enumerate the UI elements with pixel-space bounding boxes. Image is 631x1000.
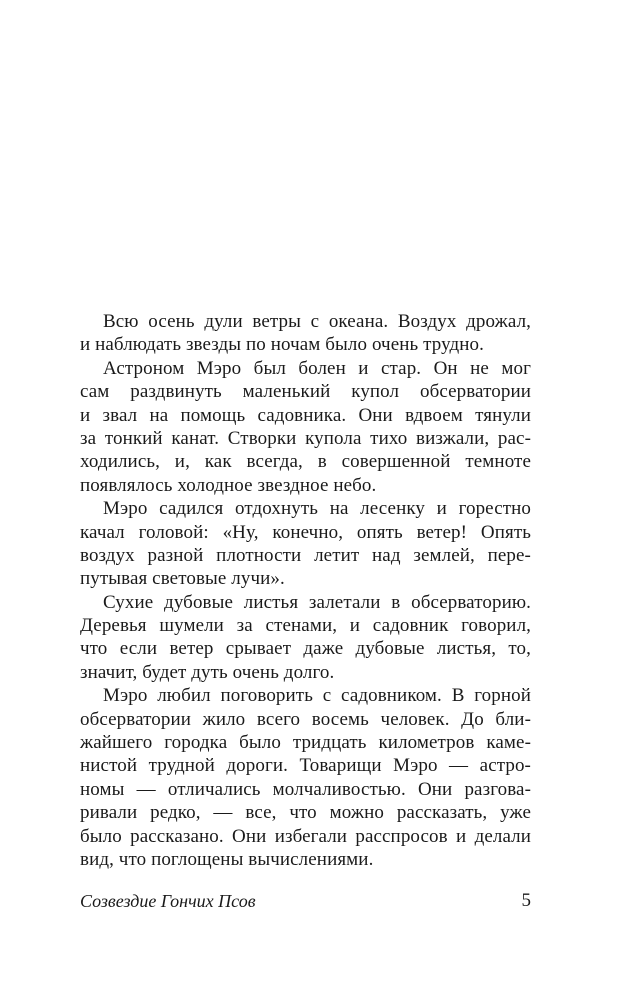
text-line: качал головой: «Ну, конечно, опять ветер! Опять xyxy=(80,521,531,543)
text-line: Деревья шумели за стенами, и садовник говорил, xyxy=(80,615,531,637)
text-line: путывая световые лучи». xyxy=(80,568,285,590)
running-footer-title: Созвездие Гончих Псов xyxy=(80,891,256,911)
text-line: нистой трудной дороги. Товарищи Мэро — астро- xyxy=(80,755,531,777)
text-line: значит, будет дуть очень долго. xyxy=(80,661,335,683)
text-line: Сухие дубовые листья залетали в обсерваторию. xyxy=(103,591,531,613)
text-line: появлялось холодное звездное небо. xyxy=(80,474,377,496)
text-line: что если ветер срывает даже дубовые листья, то, xyxy=(80,638,531,660)
text-line: вид, что поглощены вычислениями. xyxy=(80,848,374,870)
text-line: жайшего городка было тридцать километров каме- xyxy=(80,732,531,754)
text-line: ходились, и, как всегда, в совершенной темноте xyxy=(80,451,531,473)
text-line: Астроном Мэро был болен и стар. Он не мог xyxy=(103,357,531,379)
text-line: Мэро садился отдохнуть на лесенку и горестно xyxy=(103,498,531,520)
text-line: за тонкий канат. Створки купола тихо визжали, рас- xyxy=(80,427,531,449)
text-line: и наблюдать звезды по ночам было очень трудно. xyxy=(80,334,484,356)
text-line: Мэро любил поговорить с садовником. В горной xyxy=(103,685,531,707)
text-line: обсерватории жило всего восемь человек. До бли- xyxy=(80,708,531,730)
body-text xyxy=(80,310,531,871)
text-line: Всю осень дули ветры с океана. Воздух дрожал, xyxy=(103,311,531,332)
text-line: номы — отличались молчаливостью. Они разгова- xyxy=(80,778,531,800)
text-line: ривали редко, — все, что можно рассказать, уже xyxy=(80,802,531,824)
text-line: воздух разной плотности летит над землей, пере- xyxy=(80,544,531,566)
text-line: было рассказано. Они избегали расспросов и делали xyxy=(80,825,531,847)
text-line: сам раздвинуть маленький купол обсерватории xyxy=(80,381,531,403)
text-line: и звал на помощь садовника. Они вдвоем тянули xyxy=(80,404,531,426)
page-number: 5 xyxy=(521,890,531,911)
